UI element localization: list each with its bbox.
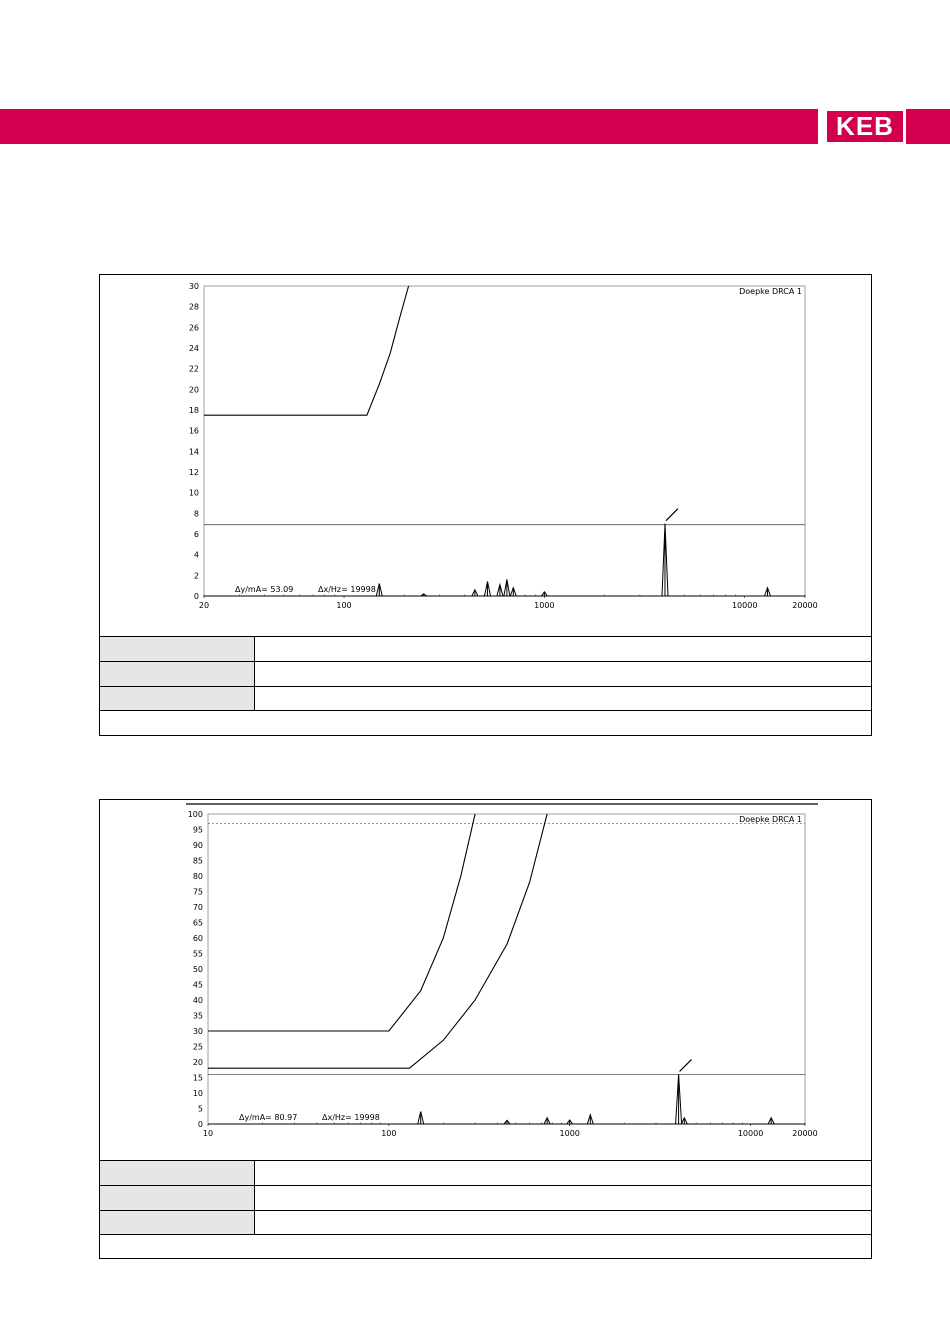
x-tick-label: 20000 (792, 601, 818, 610)
y-tick-label: 10 (192, 1089, 203, 1098)
y-tick-label: 30 (188, 282, 199, 291)
x-tick-label: 100 (336, 601, 352, 610)
y-tick-label: 15 (192, 1073, 203, 1083)
info-label (100, 637, 255, 661)
y-tick-label: 30 (192, 1027, 203, 1036)
y-tick-label: 80 (192, 872, 203, 881)
y-tick-label: 65 (192, 918, 203, 928)
y-tick-label: 4 (193, 550, 199, 560)
limit-curve-1 (208, 814, 475, 1031)
delta-y-annotation: Δy/mA= 53.09 (235, 585, 294, 594)
info-row-1 (100, 1160, 871, 1185)
delta-x-annotation: Δx/Hz= 19998 (322, 1113, 380, 1122)
info-row-2 (100, 661, 871, 686)
y-tick-label: 14 (188, 447, 199, 457)
y-tick-label: 22 (188, 364, 199, 374)
delta-x-annotation: Δx/Hz= 19998 (318, 585, 376, 594)
spectrum-chart-2 (100, 800, 871, 1160)
header-bar (0, 109, 818, 144)
spectrum-series (204, 524, 805, 596)
y-tick-label: 60 (192, 934, 203, 943)
y-tick-label: 0 (193, 592, 199, 601)
y-tick-label: 100 (187, 810, 203, 819)
y-tick-label: 2 (193, 571, 199, 581)
plot-frame (204, 286, 805, 596)
y-tick-label: 45 (192, 980, 203, 990)
info-label (100, 1211, 255, 1235)
y-tick-label: 18 (188, 406, 199, 415)
y-tick-label: 6 (193, 530, 199, 539)
y-tick-label: 90 (192, 841, 203, 850)
info-row-2 (100, 1185, 871, 1210)
x-tick-label: 100 (381, 1129, 397, 1138)
x-tick-label: 10000 (737, 1129, 764, 1138)
y-tick-label: 85 (192, 856, 203, 866)
header-bar-right (906, 109, 950, 144)
x-tick-label: 20 (198, 601, 210, 610)
info-label (100, 687, 255, 711)
y-tick-label: 35 (192, 1011, 203, 1021)
y-tick-label: 5 (197, 1104, 203, 1114)
y-tick-label: 95 (192, 825, 203, 835)
info-label (100, 1161, 255, 1185)
info-row-3 (100, 686, 871, 711)
y-tick-label: 8 (193, 509, 199, 519)
keb-logo (824, 109, 906, 144)
legend-label: Doepke DRCA 1 (739, 287, 802, 296)
y-tick-label: 12 (188, 468, 199, 477)
spectrum-chart-1 (100, 275, 871, 635)
limit-curve-1 (204, 286, 409, 415)
plot-frame (208, 814, 805, 1124)
y-tick-label: 20 (188, 385, 199, 395)
y-tick-label: 0 (197, 1120, 203, 1129)
y-tick-label: 70 (192, 903, 203, 912)
y-tick-label: 40 (192, 996, 203, 1005)
info-footer (100, 1234, 871, 1259)
y-tick-label: 20 (192, 1058, 203, 1067)
info-row-1 (100, 636, 871, 661)
y-tick-label: 10 (188, 488, 199, 498)
x-tick-label: 1000 (559, 1129, 580, 1138)
spectrum-series (208, 1074, 805, 1124)
info-label (100, 1186, 255, 1210)
x-tick-label: 20000 (792, 1129, 818, 1138)
chart-panel-1 (99, 274, 872, 736)
y-tick-label: 24 (188, 344, 199, 353)
y-tick-label: 16 (188, 426, 199, 436)
peak-marker (666, 509, 678, 521)
y-tick-label: 25 (192, 1042, 203, 1052)
chart-panel-2 (99, 799, 872, 1259)
info-footer (100, 710, 871, 735)
info-row-3 (100, 1210, 871, 1235)
y-tick-label: 26 (188, 323, 199, 333)
y-tick-label: 28 (188, 302, 199, 312)
delta-y-annotation: Δy/mA= 80.97 (239, 1113, 298, 1122)
peak-marker (680, 1059, 692, 1071)
y-tick-label: 55 (192, 949, 203, 959)
y-tick-label: 75 (192, 887, 203, 897)
y-tick-label: 50 (192, 965, 203, 974)
x-tick-label: 1000 (534, 601, 555, 610)
logo-text: KEB (827, 111, 903, 142)
x-tick-label: 10 (202, 1129, 214, 1138)
info-label (100, 662, 255, 686)
legend-label: Doepke DRCA 1 (739, 815, 802, 824)
limit-curve-2 (208, 814, 547, 1068)
x-tick-label: 10000 (731, 601, 758, 610)
